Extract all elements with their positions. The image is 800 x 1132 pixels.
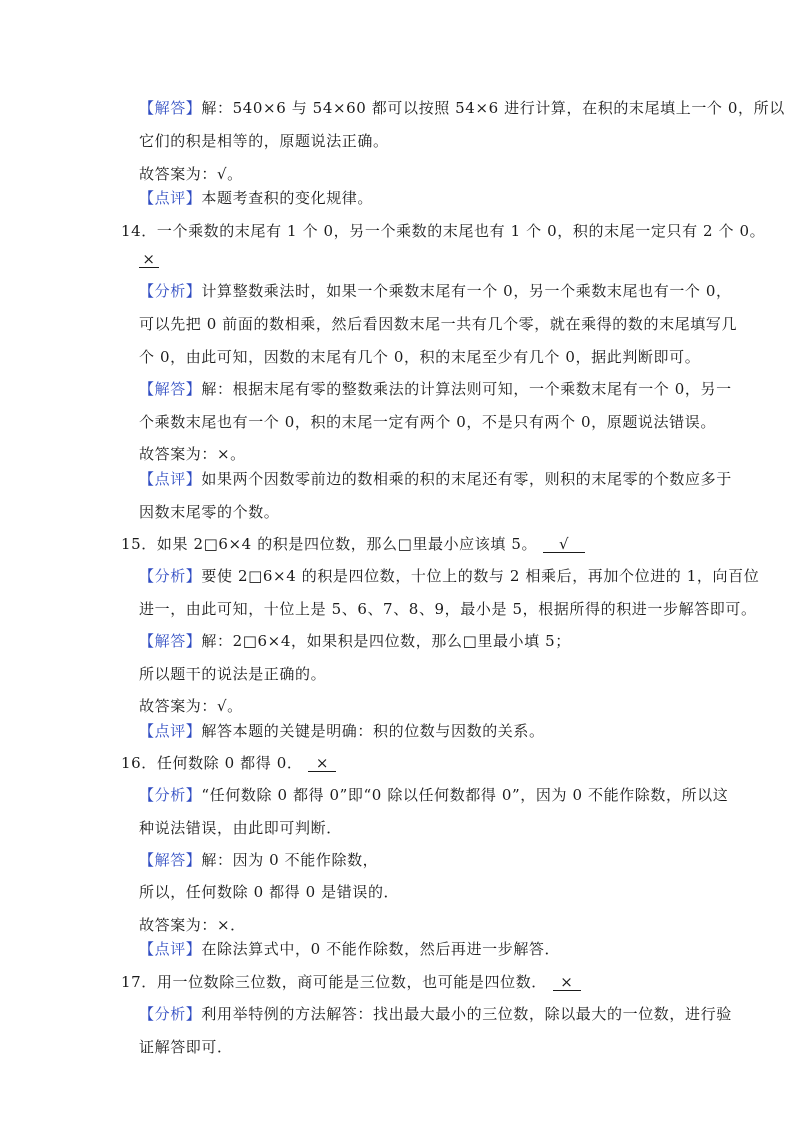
q13-jieda-text-1: 解：540×6 与 54×60 都可以按照 54×6 进行计算，在积的末尾填上一个 0，所以 [201,99,785,117]
q14-jieda-line-1 [139,379,732,399]
q16-question: 16．任何数除 0 都得 0． [121,754,303,772]
q14-jieda-line-2: 个乘数末尾也有一个 0，积的末尾一定有两个 0，不是只有两个 0，原题说法错误。 [139,413,716,431]
q14-fenxi-line-1 [139,281,732,301]
q13-answer: 故答案为：√。 [139,165,243,183]
q17-question-line [121,972,581,992]
jieda-tag: 【解答】 [139,632,202,650]
dianping-tag: 【点评】 [139,722,202,740]
jieda-tag: 【解答】 [139,851,202,869]
dianping-tag: 【点评】 [139,189,202,207]
fenxi-tag: 【分析】 [139,282,202,300]
q16-question-line [121,753,336,773]
q15-fenxi-line-2: 进一，由此可知，十位上是 5、6、7、8、9，最小是 5，根据所得的积进一步解答即可。 [139,600,757,618]
q16-dianping-line [139,939,560,959]
q17-fenxi-line-1 [139,1004,732,1024]
q15-question-line [121,534,585,554]
q15-answer-mark: √ [543,536,585,553]
jieda-tag: 【解答】 [139,380,202,398]
q16-fenxi-text-1: “任何数除 0 都得 0”即“0 除以任何数都得 0”，因为 0 不能作除数，所以这 [201,786,729,804]
jieda-tag: 【解答】 [139,99,202,117]
q16-fenxi-line-1 [139,785,728,805]
q14-dianping-line-1 [139,469,732,489]
q15-fenxi-line-1 [139,566,759,586]
q14-answer: 故答案为：×。 [139,445,246,463]
q15-jieda-text: 解：2□6×4，如果积是四位数，那么□里最小填 5； [201,632,571,650]
q17-answer-mark: × [553,974,581,991]
q14-jieda-text-1: 解：根据末尾有零的整数乘法的计算法则可知，一个乘数末尾有一个 0，另一 [201,380,732,398]
fenxi-tag: 【分析】 [139,1005,202,1023]
q16-jieda-text: 解：因为 0 不能作除数， [201,851,379,869]
q14-fenxi-line-2: 可以先把 0 前面的数相乘，然后看因数末尾一共有几个零，就在乘得的数的末尾填写几 [139,315,738,333]
q15-jieda-line [139,631,571,651]
q14-dianping-text-1: 如果两个因数零前边的数相乘的积的末尾还有零，则积的末尾零的个数应多于 [201,470,732,488]
q14-answer-line [139,249,159,269]
q14-fenxi-text-1: 计算整数乘法时，如果一个乘数末尾有一个 0，另一个乘数末尾也有一个 0， [201,282,732,300]
q14-question: 14．一个乘数的末尾有 1 个 0，另一个乘数的末尾也有 1 个 0，积的末尾一定只有 2 个 0。 [121,222,766,240]
q15-dianping-line [139,721,545,741]
q16-answer-mark: × [308,755,336,772]
q14-fenxi-line-3: 个 0，由此可知，因数的末尾有几个 0，积的末尾至少有几个 0，据此判断即可。 [139,348,701,366]
q16-answer: 故答案为：×． [139,916,246,934]
q14-answer-mark: × [139,251,159,268]
q16-fenxi-line-2: 种说法错误，由此即可判断． [139,819,342,837]
fenxi-tag: 【分析】 [139,786,202,804]
q13-dianping-text: 本题考查积的变化规律。 [201,189,374,207]
q15-jieda-line-2: 所以题干的说法是正确的。 [139,665,327,683]
q13-jieda-line-1 [139,98,785,118]
q15-question: 15．如果 2□6×4 的积是四位数，那么□里最小应该填 5。 [121,535,538,553]
q14-dianping-line-2: 因数末尾零的个数。 [139,503,280,521]
q16-jieda-line-2: 所以，任何数除 0 都得 0 是错误的． [139,883,400,901]
dianping-tag: 【点评】 [139,940,202,958]
q17-fenxi-line-2: 证解答即可． [139,1038,233,1056]
dianping-tag: 【点评】 [139,470,202,488]
q16-dianping-text: 在除法算式中，0 不能作除数，然后再进一步解答． [201,940,561,958]
fenxi-tag: 【分析】 [139,567,202,585]
q13-jieda-line-2: 它们的积是相等的，原题说法正确。 [139,132,389,150]
q17-fenxi-text-1: 利用举特例的方法解答：找出最大最小的三位数，除以最大的一位数，进行验 [201,1005,732,1023]
q16-jieda-line [139,850,378,870]
q13-dianping-line [139,188,373,208]
q15-dianping-text: 解答本题的关键是明确：积的位数与因数的关系。 [201,722,545,740]
q15-answer: 故答案为：√。 [139,697,243,715]
q15-fenxi-text-1: 要使 2□6×4 的积是四位数，十位上的数与 2 相乘后，再加个位进的 1，向百位 [201,567,760,585]
q17-question: 17．用一位数除三位数，商可能是三位数，也可能是四位数． [121,973,547,991]
